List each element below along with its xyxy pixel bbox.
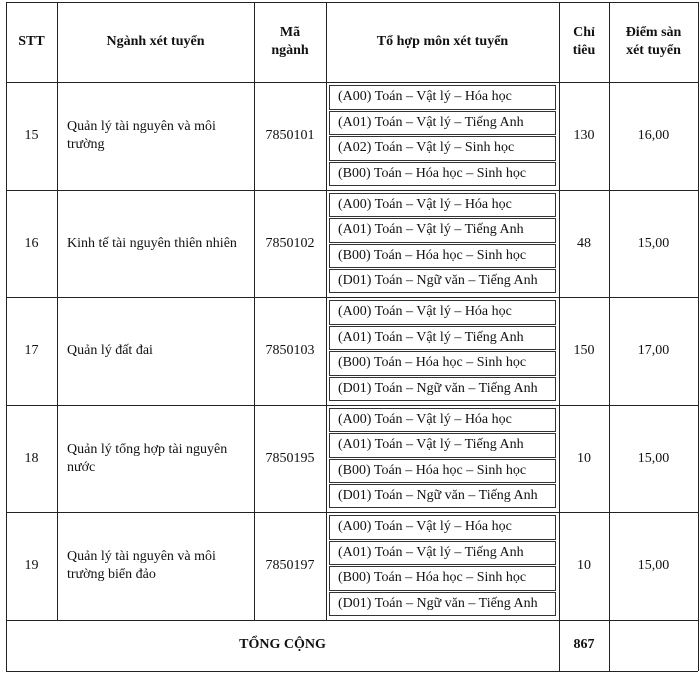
row-stt — [10, 405, 53, 512]
table-border-side — [698, 2, 699, 671]
subject-combination-box — [329, 244, 556, 268]
subject-combination-box — [329, 433, 556, 457]
column-divider — [559, 2, 560, 671]
subject-combination-text: (D01) Toán – Ngữ văn – Tiếng Anh — [338, 380, 538, 396]
row-nganh-text: Quản lý tổng hợp tài nguyên nước — [67, 441, 228, 475]
row-chi-tieu — [563, 190, 605, 297]
total-chi-tieu — [563, 620, 605, 672]
row-diem-san-text: 17,00 — [637, 343, 670, 358]
subject-combination-box — [329, 351, 556, 376]
row-ma-nganh — [258, 82, 322, 190]
row-nganh-text: Quản lý tài nguyên và môi trường biển đảo — [67, 549, 216, 582]
subject-combination-box — [329, 515, 556, 540]
row-ma-nganh-text: 7850102 — [265, 235, 315, 251]
row-stt-text: 16 — [24, 235, 39, 251]
total-chi-tieu-text: 867 — [573, 637, 595, 653]
subject-combination-box — [329, 484, 556, 508]
total-label — [10, 620, 555, 672]
row-diem-san — [613, 82, 694, 190]
row-stt-text: 15 — [24, 128, 39, 143]
subject-combination-box — [329, 111, 556, 136]
row-ma-nganh-text: 7850101 — [265, 128, 315, 143]
subject-combination-box — [329, 541, 556, 566]
column-divider — [609, 2, 610, 671]
row-chi-tieu-text: 130 — [573, 128, 595, 143]
column-divider — [57, 2, 58, 620]
row-ma-nganh — [258, 512, 322, 620]
row-nganh-text: Kinh tế tài nguyên thiên nhiên — [67, 235, 237, 251]
row-diem-san-text: 15,00 — [637, 235, 670, 251]
subject-combination-text: (D01) Toán – Ngữ văn – Tiếng Anh — [338, 272, 538, 288]
row-stt — [10, 512, 53, 620]
row-ma-nganh-text: 7850197 — [265, 558, 315, 573]
subject-combination-box — [329, 193, 556, 217]
subject-combination-text: (A01) Toán – Vật lý – Tiếng Anh — [338, 222, 524, 238]
subject-combination-text: (A02) Toán – Vật lý – Sinh học — [338, 140, 515, 156]
row-chi-tieu-text: 48 — [577, 235, 591, 251]
subject-combination-box — [329, 566, 556, 591]
subject-combination-text: (A01) Toán – Vật lý – Tiếng Anh — [338, 329, 524, 345]
subject-combination-text: (A00) Toán – Vật lý – Hóa học — [338, 89, 512, 105]
row-diem-san — [613, 190, 694, 297]
subject-combination-text: (A00) Toán – Vật lý – Hóa học — [338, 304, 512, 320]
header-to-hop-text: Tổ hợp môn xét tuyển — [376, 34, 509, 49]
subject-combination-text: (A00) Toán – Vật lý – Hóa học — [338, 412, 512, 428]
row-chi-tieu — [563, 512, 605, 620]
subject-combination-box — [329, 408, 556, 432]
row-chi-tieu — [563, 297, 605, 405]
subject-combination-box — [329, 85, 556, 110]
row-diem-san-text: 16,00 — [637, 128, 670, 143]
row-chi-tieu-text: 10 — [577, 558, 591, 573]
header-stt-text: STT — [18, 34, 45, 49]
row-stt — [10, 82, 53, 190]
row-nganh — [61, 512, 256, 620]
header-chi-tieu — [563, 2, 605, 82]
header-ma-nganh — [258, 2, 322, 82]
row-diem-san-text: 15,00 — [637, 558, 670, 573]
subject-combination-text: (A01) Toán – Vật lý – Tiếng Anh — [338, 544, 524, 560]
header-chi-tieu-text: Chỉ tiêu — [572, 25, 596, 58]
row-ma-nganh — [258, 297, 322, 405]
table-border-side — [6, 2, 7, 671]
row-diem-san — [613, 512, 694, 620]
subject-combination-text: (D01) Toán – Ngữ văn – Tiếng Anh — [338, 595, 538, 611]
row-diem-san-text: 15,00 — [637, 450, 670, 466]
row-chi-tieu — [563, 405, 605, 512]
header-diem-san — [613, 2, 694, 82]
row-nganh-text: Quản lý đất đai — [67, 343, 153, 358]
subject-combination-box — [329, 218, 556, 242]
header-stt — [10, 2, 53, 82]
subject-combination-text: (A00) Toán – Vật lý – Hóa học — [338, 197, 512, 213]
row-stt-text: 18 — [24, 450, 39, 466]
total-label-text: TỔNG CỘNG — [239, 637, 326, 653]
header-nganh — [61, 2, 250, 82]
subject-combination-text: (B00) Toán – Hóa học – Sinh học — [338, 165, 527, 181]
row-nganh-text: Quản lý tài nguyên và môi trường — [67, 119, 216, 152]
subject-combination-box — [329, 592, 556, 617]
row-ma-nganh — [258, 190, 322, 297]
row-diem-san — [613, 297, 694, 405]
row-stt-text: 17 — [24, 343, 39, 358]
subject-combination-text: (B00) Toán – Hóa học – Sinh học — [338, 570, 527, 586]
subject-combination-box — [329, 269, 556, 293]
row-chi-tieu — [563, 82, 605, 190]
row-chi-tieu-text: 10 — [577, 450, 591, 466]
row-nganh — [61, 82, 256, 190]
header-diem-san-text: Điểm sàn xét tuyển — [625, 25, 682, 58]
row-chi-tieu-text: 150 — [573, 343, 595, 358]
row-nganh — [61, 190, 256, 297]
row-stt-text: 19 — [24, 558, 39, 573]
subject-combination-box — [329, 459, 556, 483]
row-ma-nganh-text: 7850195 — [265, 450, 315, 466]
subject-combination-box — [329, 162, 556, 187]
subject-combination-text: (B00) Toán – Hóa học – Sinh học — [338, 462, 527, 478]
subject-combination-text: (A01) Toán – Vật lý – Tiếng Anh — [338, 437, 524, 453]
row-nganh — [61, 405, 256, 512]
subject-combination-box — [329, 136, 556, 161]
subject-combination-box — [329, 300, 556, 325]
row-diem-san — [613, 405, 694, 512]
subject-combination-text: (D01) Toán – Ngữ văn – Tiếng Anh — [338, 487, 538, 503]
row-stt — [10, 190, 53, 297]
row-ma-nganh-text: 7850103 — [265, 343, 315, 358]
header-to-hop — [330, 2, 555, 82]
header-ma-nganh-text: Mã ngành — [271, 25, 309, 58]
subject-combination-text: (B00) Toán – Hóa học – Sinh học — [338, 355, 527, 371]
column-divider — [326, 2, 327, 620]
row-ma-nganh — [258, 405, 322, 512]
subject-combination-box — [329, 326, 556, 351]
table-border-bottom — [6, 671, 698, 672]
header-nganh-text: Ngành xét tuyển — [106, 34, 205, 49]
row-nganh — [61, 297, 256, 405]
subject-combination-text: (A00) Toán – Vật lý – Hóa học — [338, 519, 512, 535]
subject-combination-text: (A01) Toán – Vật lý – Tiếng Anh — [338, 114, 524, 130]
row-stt — [10, 297, 53, 405]
subject-combination-box — [329, 377, 556, 402]
subject-combination-text: (B00) Toán – Hóa học – Sinh học — [338, 247, 527, 263]
